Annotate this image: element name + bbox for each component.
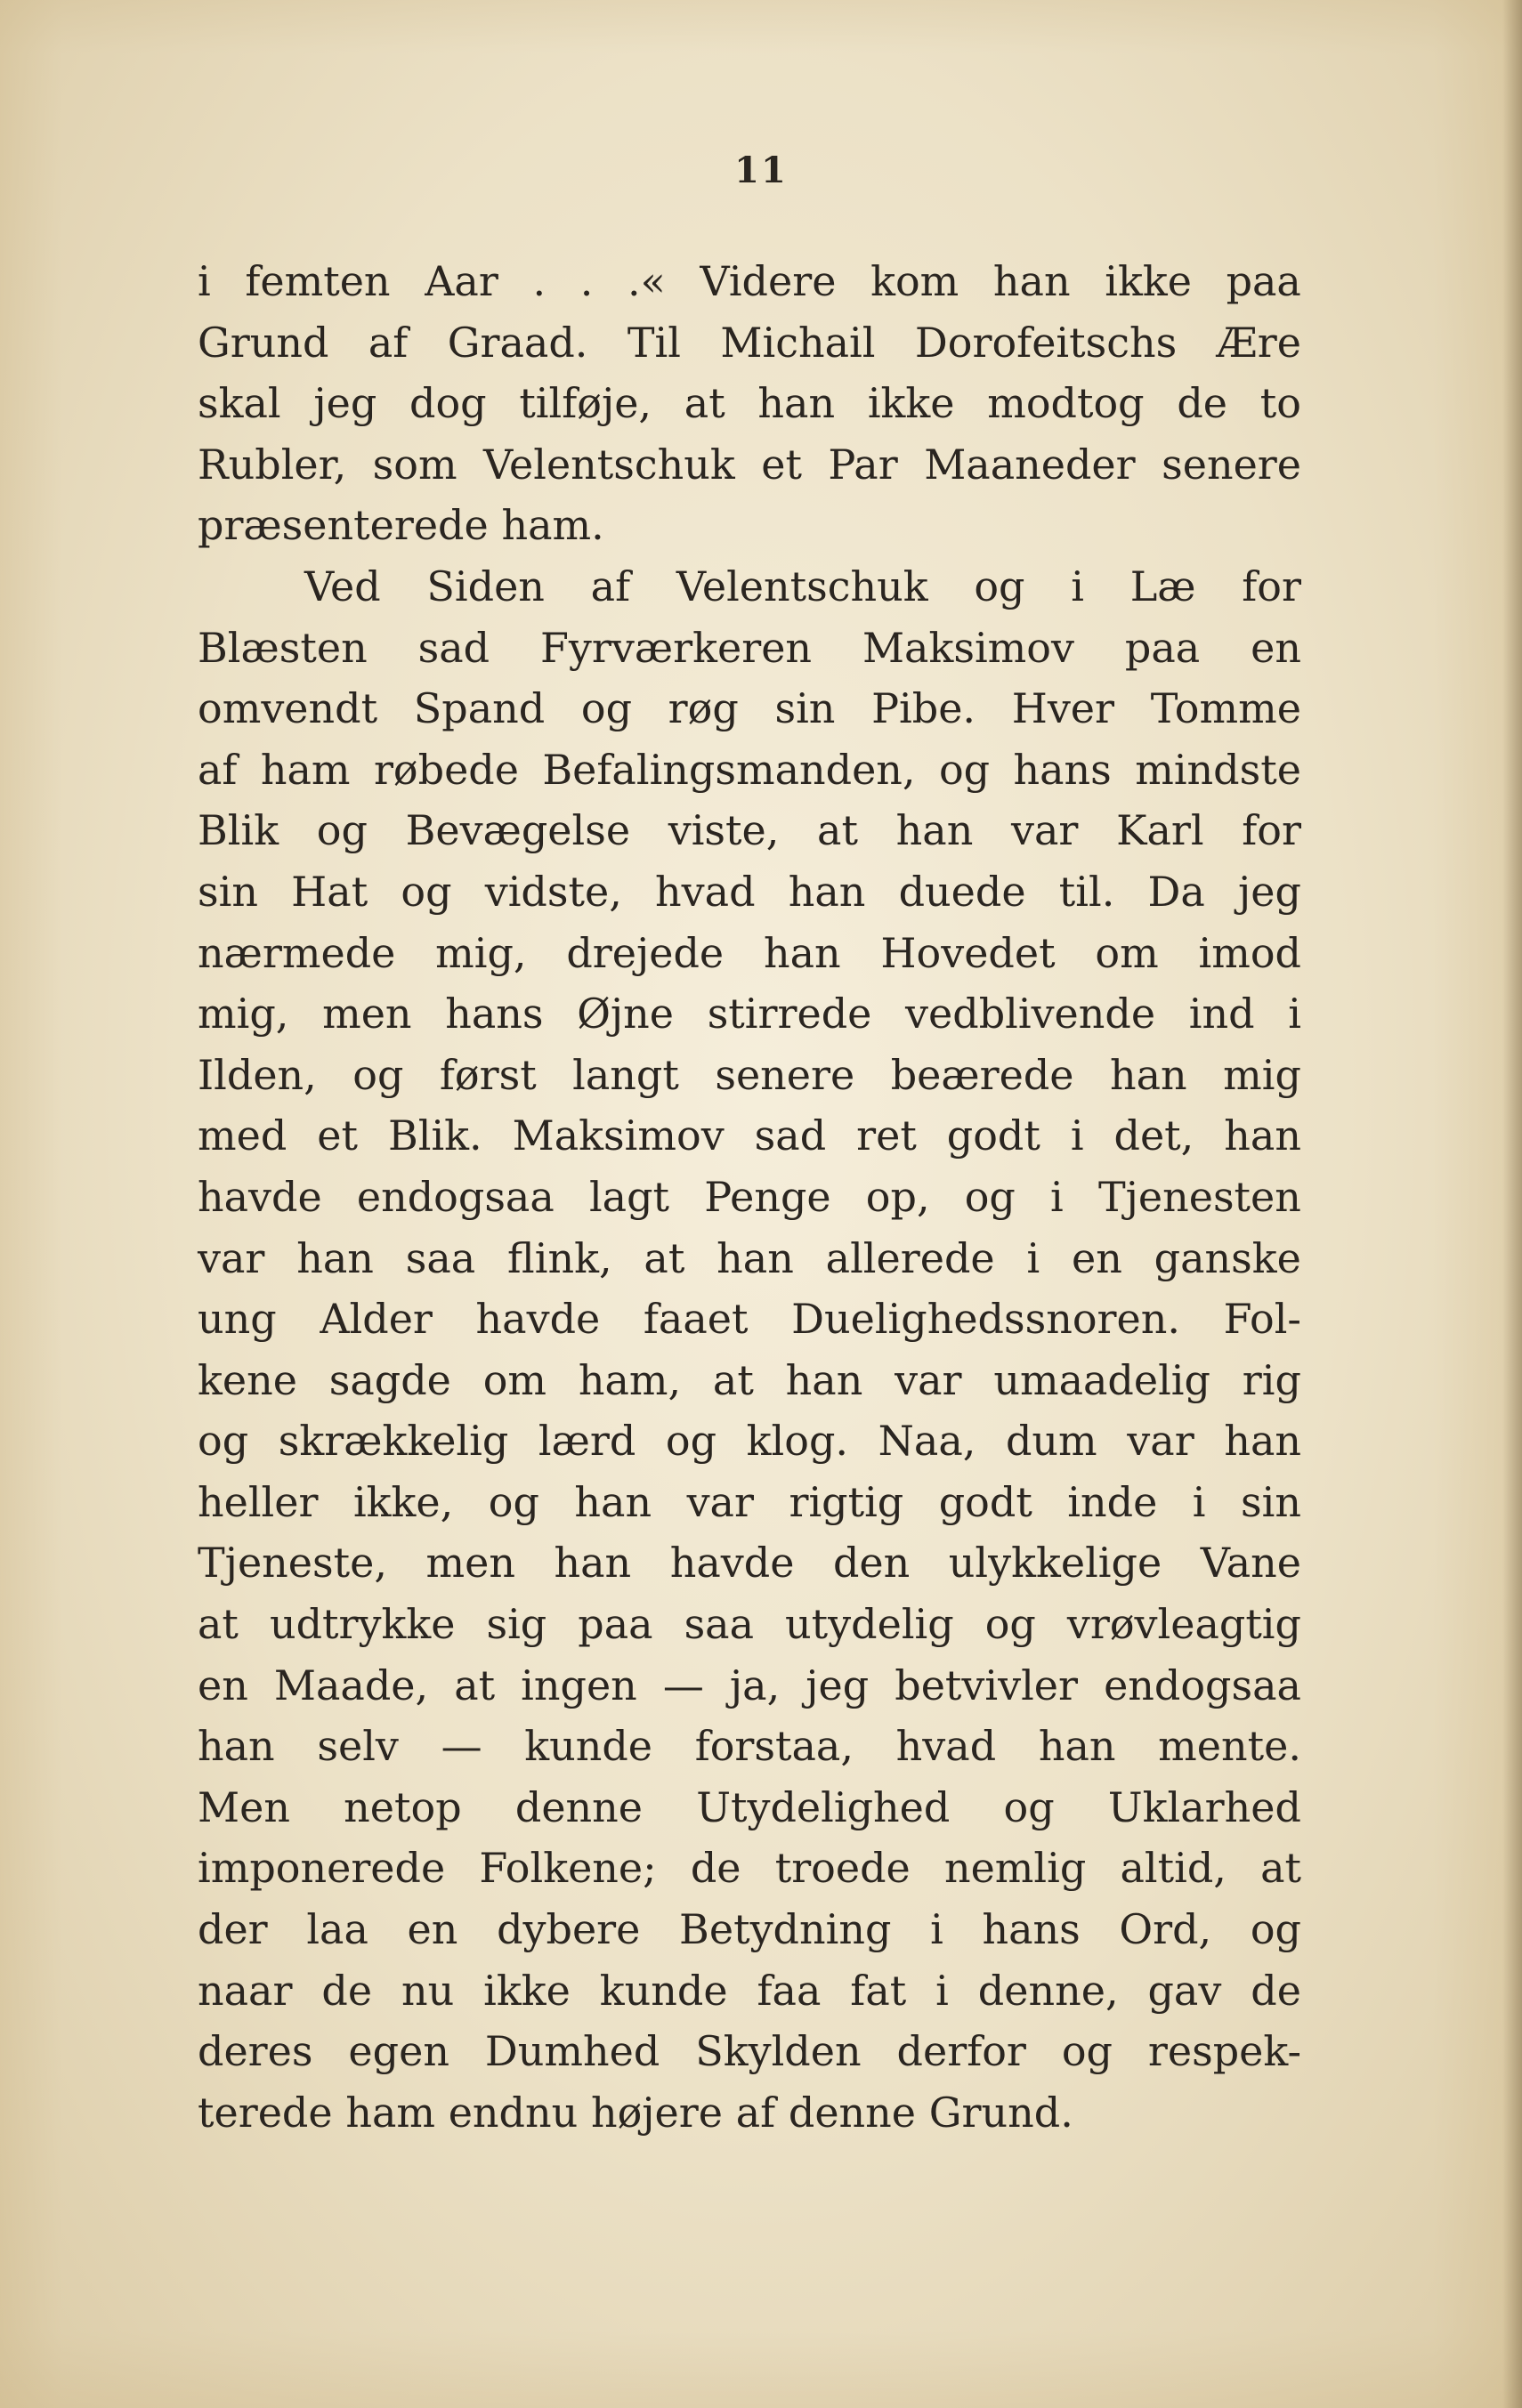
text-word: i	[1192, 1477, 1206, 1526]
text-word: Alder	[320, 1295, 433, 1344]
text-word: kunde	[524, 1722, 653, 1771]
text-word: Hovedet	[880, 928, 1056, 977]
text-word: duede	[898, 867, 1026, 916]
text-word: han	[1109, 1050, 1187, 1099]
text-word: Tjeneste,	[198, 1539, 387, 1588]
text-word: dog	[409, 379, 487, 428]
text-word: ham	[260, 745, 351, 794]
text-word: hvad	[895, 1722, 997, 1771]
text-word: han	[992, 257, 1071, 305]
text-word: Penge	[704, 1172, 831, 1221]
text-word: mig,	[198, 990, 289, 1038]
text-word: terede	[198, 2088, 333, 2137]
text-word: endogsaa	[1104, 1661, 1301, 1709]
text-line	[198, 983, 1301, 1045]
text-line	[198, 1960, 1301, 2022]
text-word: Blik.	[387, 1111, 482, 1160]
text-word: omvendt	[198, 684, 378, 733]
text-word: Bevægelse	[405, 806, 631, 855]
text-word: havde	[669, 1539, 795, 1588]
text-word: om	[1095, 928, 1159, 977]
text-word: og	[665, 1417, 717, 1466]
text-word: og	[938, 745, 991, 794]
text-word: Til	[627, 318, 681, 367]
text-word: og	[964, 1172, 1016, 1221]
text-word: Befalingsmanden,	[542, 745, 916, 794]
page-number: 11	[734, 149, 788, 191]
text-word: Maksimov	[512, 1111, 725, 1160]
text-word: præsenterede	[198, 501, 489, 550]
text-word: utydelig	[785, 1600, 954, 1649]
text-word: Pibe.	[871, 684, 976, 733]
text-word: de	[1251, 1966, 1301, 2015]
text-word: Men	[198, 1782, 290, 1831]
text-word: Ilden,	[198, 1050, 317, 1099]
text-word: mig,	[435, 928, 527, 977]
text-word: Betydning	[679, 1905, 892, 1954]
text-line	[198, 1716, 1301, 1777]
text-word: ham	[345, 2088, 435, 2137]
text-word: lagt	[588, 1172, 670, 1221]
text-word: den	[832, 1539, 911, 1588]
text-word: for	[1242, 806, 1301, 855]
text-word: Grund.	[928, 2088, 1073, 2137]
text-word: gav	[1147, 1966, 1222, 2015]
text-word: sad	[417, 623, 490, 672]
text-word: troede	[774, 1844, 911, 1893]
text-word: han	[1038, 1722, 1116, 1771]
text-word: denne,	[977, 1966, 1119, 2015]
text-word: han	[296, 1233, 374, 1282]
text-word: han	[757, 379, 836, 428]
text-word: rigtig	[789, 1477, 904, 1526]
text-word: faaet	[643, 1295, 749, 1344]
text-word: Velentschuk	[676, 562, 928, 610]
text-word: drejede	[566, 928, 725, 977]
text-line	[198, 1105, 1301, 1167]
text-word: at	[1260, 1844, 1301, 1893]
text-word: hans	[445, 990, 544, 1038]
text-word: det,	[1113, 1111, 1194, 1160]
text-word: han	[1224, 1417, 1301, 1466]
text-line	[198, 2082, 1301, 2144]
text-word: rig	[1242, 1355, 1301, 1404]
text-word: Vane	[1200, 1539, 1301, 1588]
text-word: Fol-	[1223, 1295, 1301, 1344]
text-word: denne	[514, 1782, 644, 1831]
text-word: i	[1288, 990, 1301, 1038]
text-line	[198, 556, 1301, 618]
text-word: af	[368, 318, 409, 367]
text-word: beærede	[890, 1050, 1074, 1099]
text-word: at	[454, 1661, 496, 1709]
text-word: at	[817, 806, 858, 855]
text-line	[198, 312, 1301, 374]
text-word: godt	[946, 1111, 1040, 1160]
text-word: en	[1071, 1233, 1122, 1282]
text-word: og	[401, 867, 452, 916]
text-line	[198, 1228, 1301, 1289]
text-word: af	[198, 745, 238, 794]
text-word: ikke	[1105, 257, 1192, 305]
text-word: men	[322, 990, 412, 1038]
text-word: ind	[1188, 990, 1255, 1038]
text-word: Tjenesten	[1097, 1172, 1301, 1221]
text-word: Læ	[1129, 562, 1196, 610]
text-word: af	[735, 2088, 776, 2137]
text-word: i	[1070, 1111, 1084, 1160]
text-word: i	[1050, 1172, 1064, 1221]
text-word: Par	[828, 440, 898, 489]
text-word: ikke,	[352, 1477, 454, 1526]
text-word: stirrede	[707, 990, 872, 1038]
text-word: saa	[405, 1233, 476, 1282]
text-word: paa	[1226, 257, 1301, 305]
text-word: Øjne	[577, 990, 675, 1038]
text-line	[198, 923, 1301, 984]
text-word: naar	[198, 1966, 293, 2015]
text-word: lærd	[538, 1417, 636, 1466]
text-word: modtog	[987, 379, 1145, 428]
text-line	[198, 1410, 1301, 1472]
text-word: i	[930, 1905, 943, 1954]
text-line	[198, 861, 1301, 923]
text-word: Velentschuk	[483, 440, 735, 489]
text-word: og	[1250, 1905, 1301, 1954]
text-word: nu	[401, 1966, 455, 2015]
text-word: skal	[198, 379, 281, 428]
text-word: respek-	[1147, 2027, 1301, 2076]
text-word: Folkene;	[479, 1844, 657, 1893]
text-word: en	[407, 1905, 458, 1954]
text-word: de	[1177, 379, 1228, 428]
text-word: af	[590, 562, 631, 610]
text-word: tilføje,	[519, 379, 652, 428]
text-word: Spand	[413, 684, 546, 733]
text-word: Ære	[1216, 318, 1301, 367]
text-word: Utydelighed	[696, 1782, 951, 1831]
text-word: en	[198, 1661, 248, 1709]
text-word: og	[352, 1050, 404, 1099]
text-word: ham,	[578, 1355, 682, 1404]
text-word: Grund	[198, 318, 329, 367]
text-word: jeg	[806, 1661, 870, 1709]
text-word: kene	[198, 1355, 297, 1404]
text-word: de	[321, 1966, 373, 2015]
text-word: for	[1242, 562, 1301, 610]
text-line	[198, 251, 1301, 312]
text-word: op,	[865, 1172, 930, 1221]
text-line	[198, 434, 1301, 496]
text-word: han	[895, 806, 974, 855]
text-word: —	[441, 1722, 482, 1771]
text-word: ret	[856, 1111, 917, 1160]
text-word: dum	[1005, 1417, 1097, 1466]
text-word: laa	[306, 1905, 368, 1954]
text-word: .	[532, 257, 546, 305]
text-word: et	[761, 440, 802, 489]
text-word: han	[716, 1233, 794, 1282]
text-line	[198, 1472, 1301, 1533]
text-word: Tomme	[1150, 684, 1301, 733]
text-word: mig	[1223, 1050, 1301, 1099]
text-word: vedblivende	[905, 990, 1156, 1038]
text-word: til.	[1058, 867, 1115, 916]
text-word: heller	[198, 1477, 319, 1526]
text-word: Maade,	[273, 1661, 429, 1709]
text-line	[198, 1289, 1301, 1350]
text-word: Ved	[304, 562, 381, 610]
text-word: hans	[982, 1905, 1081, 1954]
text-word: altid,	[1120, 1844, 1227, 1893]
text-word: ikke	[867, 379, 955, 428]
text-word: et	[317, 1111, 358, 1160]
text-word: i	[1026, 1233, 1040, 1282]
text-line	[198, 373, 1301, 434]
text-word: godt	[938, 1477, 1032, 1526]
text-word: udtrykke	[269, 1600, 456, 1649]
text-word: egen	[348, 2027, 449, 2076]
text-word: imponerede	[198, 1844, 446, 1893]
text-word: Aar	[425, 257, 498, 305]
text-word: skrækkelig	[278, 1417, 509, 1466]
text-word: saa	[684, 1600, 755, 1649]
text-word: ikke	[483, 1966, 571, 2015]
text-word: var	[1011, 806, 1079, 855]
text-word: i	[198, 257, 211, 305]
text-word: sin	[774, 684, 836, 733]
text-word: ingen	[521, 1661, 637, 1709]
text-word: sagde	[328, 1355, 451, 1404]
text-line	[198, 800, 1301, 861]
text-word: han	[198, 1722, 275, 1771]
text-word: .	[579, 257, 594, 305]
text-word: senere	[715, 1050, 855, 1099]
text-word: med	[198, 1111, 287, 1160]
text-word: fat	[850, 1966, 907, 2015]
text-word: men	[425, 1539, 515, 1588]
text-word: jeg	[1238, 867, 1301, 916]
text-word: Duelighedssnoren.	[791, 1295, 1180, 1344]
text-word: to	[1259, 379, 1301, 428]
text-word: Fyrværkeren	[540, 623, 813, 672]
text-word: Skylden	[695, 2027, 862, 2076]
text-line	[198, 1777, 1301, 1838]
text-word: umaadelig	[993, 1355, 1210, 1404]
text-word: som	[372, 440, 457, 489]
text-line	[198, 678, 1301, 739]
text-word: vrøvleagtig	[1066, 1600, 1301, 1649]
text-line	[198, 2021, 1301, 2082]
text-word: dybere	[497, 1905, 641, 1954]
text-word: Maaneder	[924, 440, 1136, 489]
text-word: langt	[572, 1050, 679, 1099]
text-word: og	[1003, 1782, 1055, 1831]
text-word: derfor	[896, 2027, 1026, 2076]
text-line	[198, 618, 1301, 679]
text-word: viste,	[668, 806, 780, 855]
text-word: Hver	[1011, 684, 1115, 733]
text-word: han	[785, 1355, 863, 1404]
text-word: Graad.	[447, 318, 588, 367]
text-word: mindste	[1135, 745, 1301, 794]
text-word: Uklarhed	[1107, 1782, 1301, 1831]
text-word: og	[1061, 2027, 1113, 2076]
text-line	[198, 495, 1301, 556]
page-edge-shading	[1502, 0, 1522, 2408]
text-word: ham.	[501, 501, 604, 550]
text-word: røbede	[373, 745, 519, 794]
text-word: og	[488, 1477, 539, 1526]
text-word: han	[1224, 1111, 1301, 1160]
text-word: ulykkelige	[948, 1539, 1162, 1588]
text-word: i	[935, 1966, 949, 2015]
text-word: havde	[475, 1295, 601, 1344]
text-word: Blæsten	[198, 623, 368, 672]
text-word: nemlig	[943, 1844, 1087, 1893]
text-word: var	[198, 1233, 265, 1282]
text-line	[198, 1045, 1301, 1106]
text-word: havde	[198, 1172, 322, 1221]
text-word: forstaa,	[694, 1722, 854, 1771]
text-word: og	[984, 1600, 1036, 1649]
text-word: hvad	[655, 867, 756, 916]
text-word: og	[974, 562, 1025, 610]
text-word: —	[662, 1661, 704, 1709]
text-word: klog.	[746, 1417, 849, 1466]
text-word: han	[554, 1539, 632, 1588]
text-word: Da	[1147, 867, 1205, 916]
text-line	[198, 1838, 1301, 1899]
text-word: nærmede	[198, 928, 396, 977]
text-word: inde	[1067, 1477, 1158, 1526]
text-line	[198, 1167, 1301, 1228]
text-word: netop	[344, 1782, 462, 1831]
text-word: om	[482, 1355, 547, 1404]
text-word: han	[574, 1477, 652, 1526]
text-word: Hat	[291, 867, 368, 916]
text-line	[198, 1655, 1301, 1717]
text-word: selv	[317, 1722, 399, 1771]
text-word: Dorofeitschs	[914, 318, 1178, 367]
text-word: og	[580, 684, 633, 733]
text-word: ung	[198, 1295, 277, 1344]
text-word: han	[788, 867, 866, 916]
text-word: sig	[486, 1600, 547, 1649]
text-word: var	[686, 1477, 754, 1526]
text-word: allerede	[825, 1233, 995, 1282]
text-word: først	[439, 1050, 537, 1099]
text-word: Dumhed	[484, 2027, 660, 2076]
text-word: betvivler	[895, 1661, 1079, 1709]
text-word: at	[684, 379, 725, 428]
text-word: at	[644, 1233, 685, 1282]
text-word: sad	[754, 1111, 827, 1160]
text-word: endnu	[448, 2088, 579, 2137]
text-line	[198, 1899, 1301, 1960]
text-word: i	[1071, 562, 1084, 610]
text-line	[198, 1532, 1301, 1594]
text-word: senere	[1162, 440, 1301, 489]
text-line	[198, 739, 1301, 801]
text-word: at	[712, 1355, 754, 1404]
text-word: Rubler,	[198, 440, 347, 489]
text-word: Ord,	[1119, 1905, 1212, 1954]
text-word: var	[1127, 1417, 1194, 1466]
text-word: Videre	[700, 257, 837, 305]
text-word: femten	[245, 257, 391, 305]
text-word: Michail	[720, 318, 876, 367]
text-word: sin	[198, 867, 258, 916]
text-word: Maksimov	[862, 623, 1074, 672]
text-word: .«	[627, 257, 666, 305]
text-line	[198, 1594, 1301, 1655]
text-word: og	[198, 1417, 249, 1466]
text-word: var	[895, 1355, 962, 1404]
text-word: mente.	[1158, 1722, 1301, 1771]
text-word: Naa,	[878, 1417, 976, 1466]
body-text	[198, 251, 1301, 2143]
text-word: jeg	[313, 379, 377, 428]
text-word: ganske	[1154, 1233, 1301, 1282]
text-word: en	[1251, 623, 1301, 672]
text-word: Karl	[1116, 806, 1204, 855]
text-word: kom	[870, 257, 959, 305]
text-word: flink,	[507, 1233, 612, 1282]
text-word: røg	[668, 684, 739, 733]
text-word: der	[198, 1905, 268, 1954]
text-word: højere	[590, 2088, 723, 2137]
text-word: hans	[1013, 745, 1112, 794]
text-word: og	[316, 806, 368, 855]
text-word: endogsaa	[356, 1172, 555, 1221]
text-word: ja,	[729, 1661, 781, 1709]
text-line	[198, 1350, 1301, 1411]
text-word: han	[763, 928, 841, 977]
text-word: Siden	[426, 562, 545, 610]
text-word: kunde	[599, 1966, 728, 2015]
text-word: paa	[1124, 623, 1201, 672]
text-word: imod	[1198, 928, 1301, 977]
text-word: de	[690, 1844, 741, 1893]
text-word: denne	[788, 2088, 917, 2137]
text-word: vidste,	[484, 867, 622, 916]
text-word: Blik	[198, 806, 279, 855]
text-word: deres	[198, 2027, 313, 2076]
text-word: paa	[578, 1600, 653, 1649]
text-word: faa	[757, 1966, 822, 2015]
text-word: at	[198, 1600, 239, 1649]
text-word: sin	[1241, 1477, 1301, 1526]
